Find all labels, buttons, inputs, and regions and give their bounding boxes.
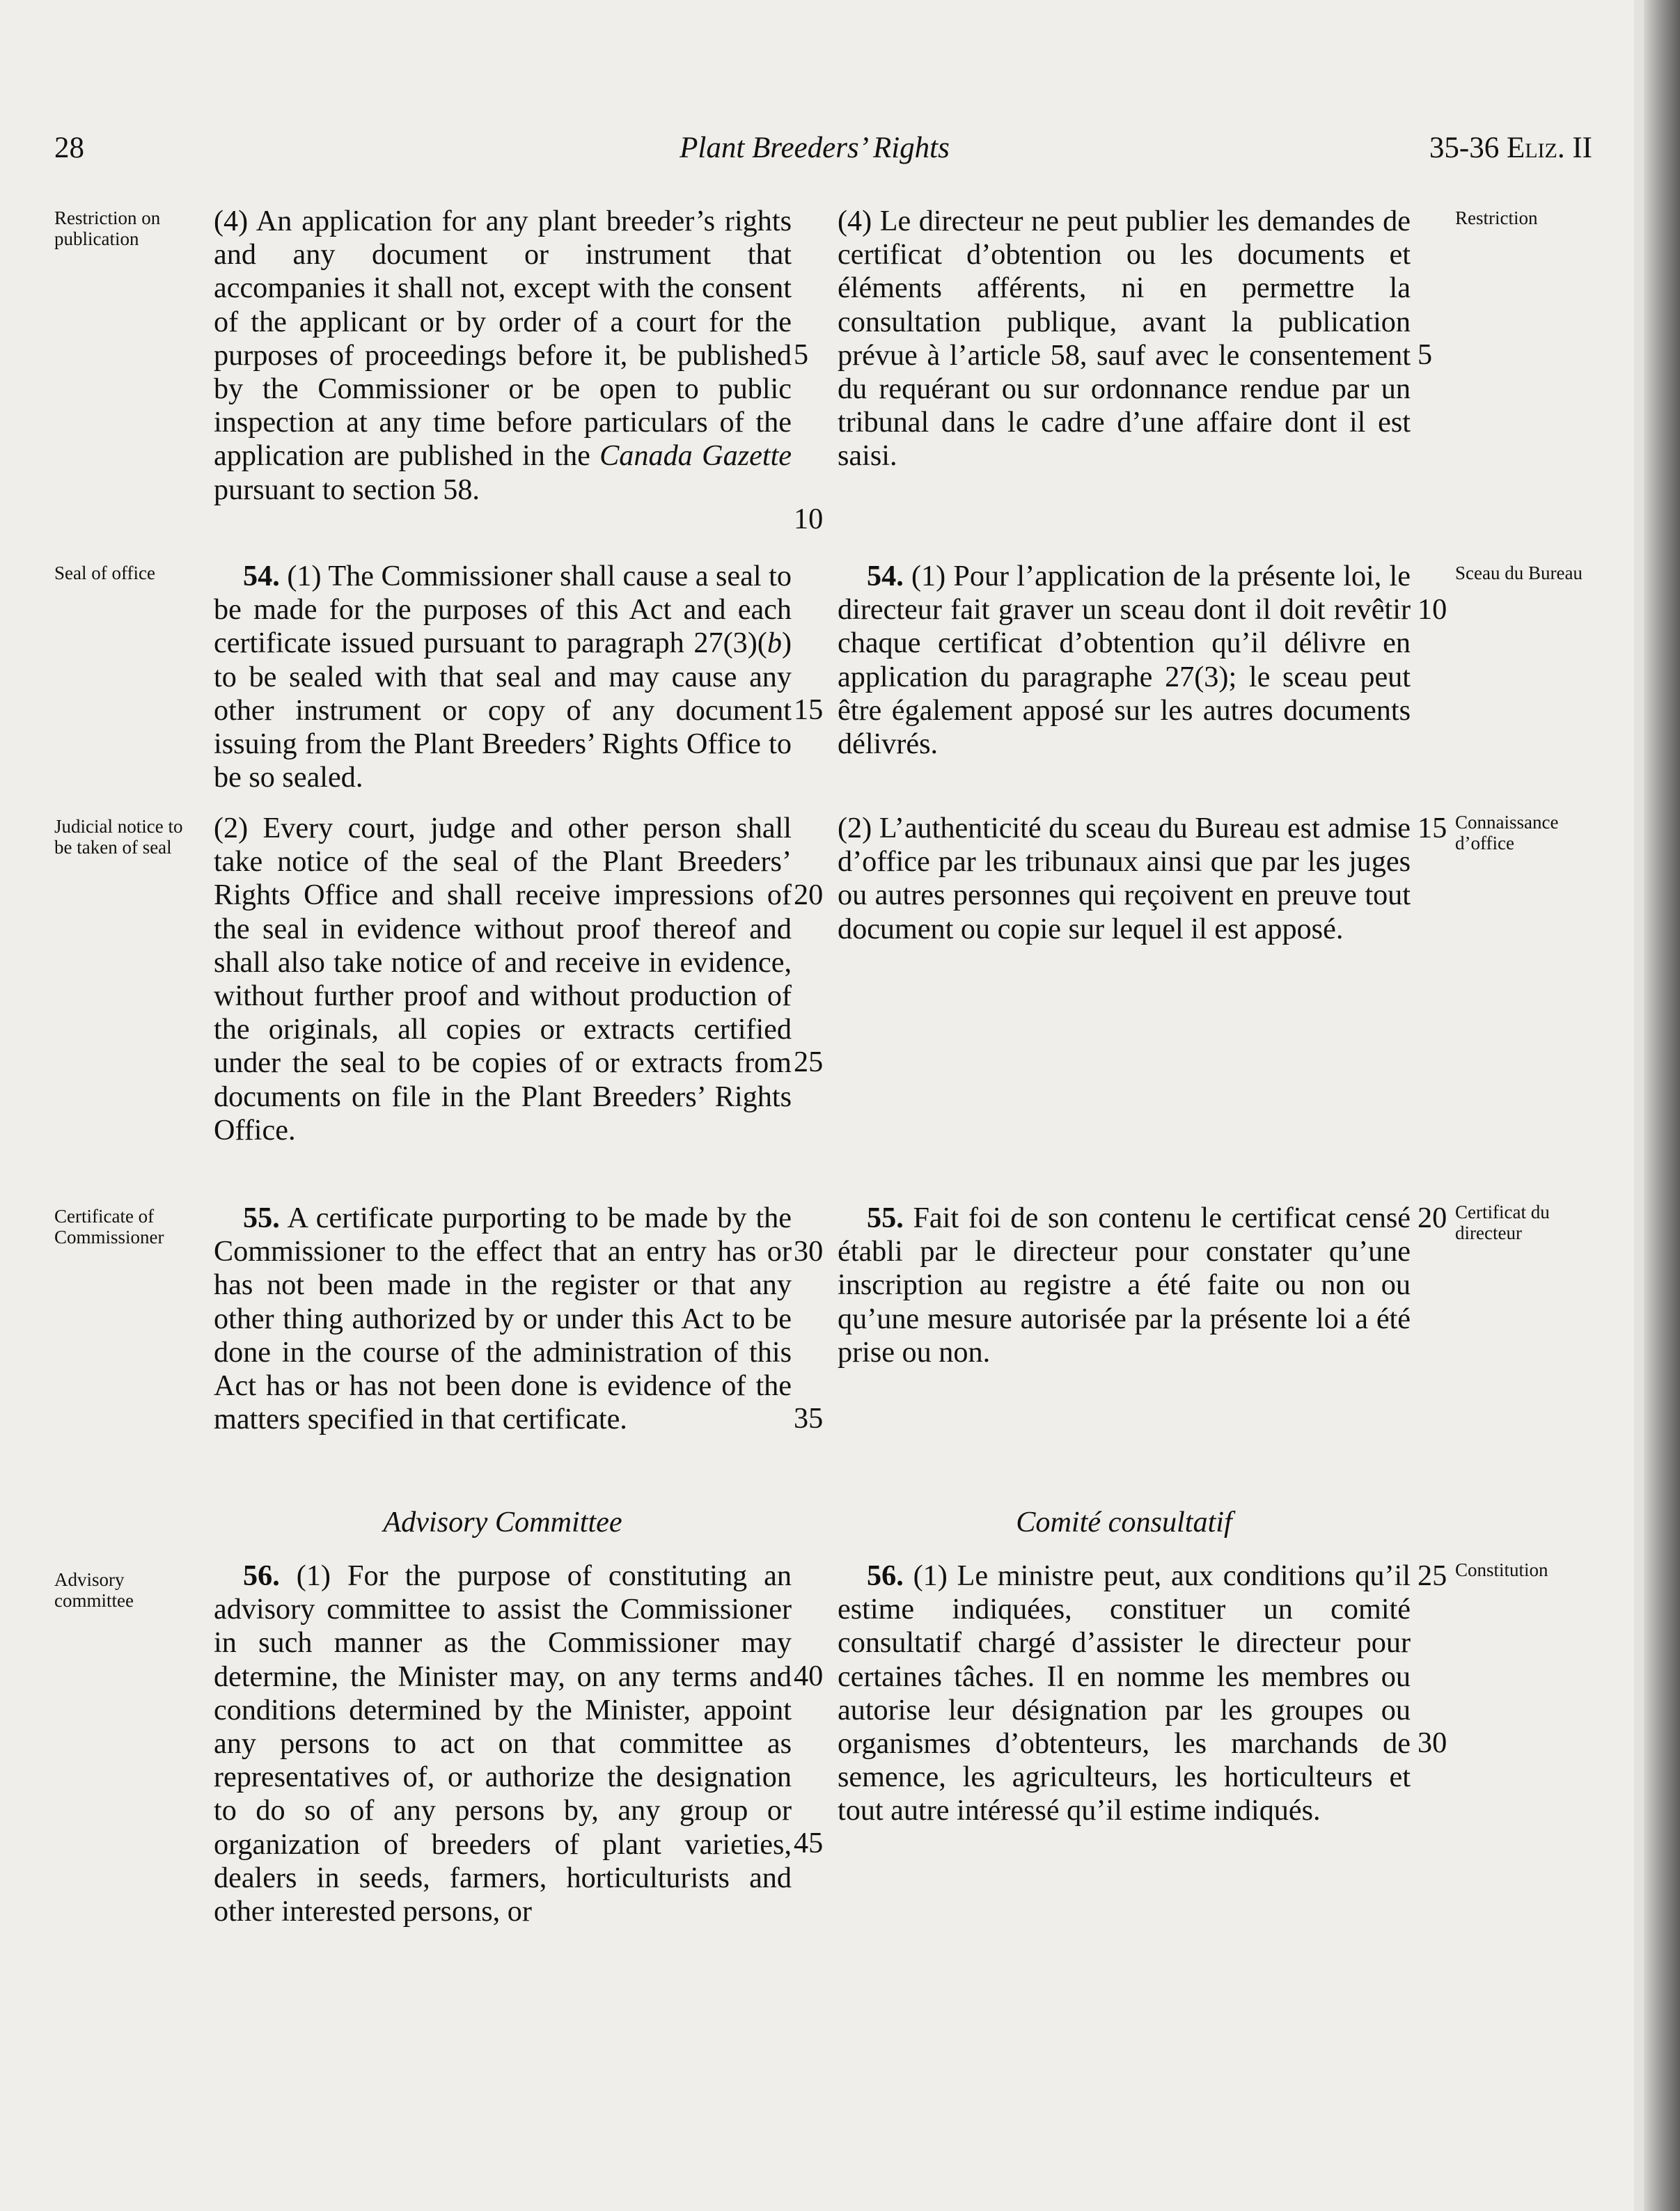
- paragraph-en: 54. (1) The Commissioner shall cause a seal to be made for the purposes of this Act and each certificate issued pursuant to paragraph 27(3)(b) to be sealed with that seal and may cause any other instrument or copy of any document issuing from the Plant Breeders’ Rights Office to be so sealed.: [214, 560, 792, 794]
- section-heading-en: Advisory Committee: [383, 1506, 622, 1539]
- line-number: 10: [1418, 593, 1447, 626]
- margin-note-fr: Connaissance d’office: [1455, 812, 1559, 853]
- margin-note-en: Seal of office: [54, 562, 155, 583]
- margin-note-fr: Certificat du directeur: [1455, 1202, 1550, 1243]
- line-number: 5: [794, 338, 809, 371]
- margin-note-fr: Constitution: [1455, 1559, 1548, 1580]
- line-number: 10: [794, 503, 824, 535]
- line-number: 25: [1418, 1559, 1447, 1592]
- paragraph-fr: (2) L’authenticité du sceau du Bureau est admise d’office par les tribunaux ainsi que par les juges ou autres personnes qui reçoivent en preuve tout document ou copie sur lequel il est apposé.: [838, 812, 1411, 945]
- line-number: 20: [1418, 1202, 1447, 1234]
- paragraph-fr: (4) Le directeur ne peut publier les demandes de certificat d’obtention ou les documents et éléments afférents, ni en permettre la consultation publique, avant la publication prévue à l’article 58, sauf avec le consentement du requérant ou sur ordonnance rendue par un tribunal dans le cadre d’une affaire dont il est saisi.: [838, 205, 1411, 473]
- margin-note-en: Judicial notice to be taken of seal: [54, 816, 183, 858]
- paragraph-fr: 54. (1) Pour l’application de la présente loi, le directeur fait graver un sceau dont il doit revêtir chaque certificat d’obtention qu’il délivre en application du paragraphe 27(3); le sceau peut être également apposé sur les autres documents délivrés.: [838, 560, 1411, 761]
- running-title: Plant Breeders’ Rights: [680, 132, 950, 164]
- book-binding-edge: [1644, 0, 1680, 2211]
- line-number: 30: [1418, 1726, 1447, 1759]
- line-number: 25: [794, 1046, 824, 1078]
- paragraph-en: 55. A certificate purporting to be made by the Commissioner to the effect that an entry has or has not been made in the register or that any other thing authorized by or under this Act to be done in the course of the administration of this Act has or has not been done is evidence of the matters specified in that certificate.: [214, 1202, 792, 1436]
- line-number: 45: [794, 1827, 824, 1859]
- margin-note-en: Advisory committee: [54, 1569, 134, 1611]
- line-number: 15: [794, 693, 824, 726]
- line-number: 15: [1418, 812, 1447, 844]
- paragraph-fr: 56. (1) Le ministre peut, aux conditions qu’il estime indiquées, constituer un comité consultatif chargé d’assister le directeur pour certaines tâches. Il en nomme les membres ou autorise leur désignation par les groupes ou organismes d’obtenteurs, les marchands de semence, les agriculteurs, les horticulteurs et tout autre intéressé qu’il estime indiqués.: [838, 1559, 1411, 1827]
- margin-note-fr: Restriction: [1455, 207, 1538, 228]
- line-number: 40: [794, 1660, 824, 1692]
- margin-note-en: Certificate of Commissioner: [54, 1206, 164, 1248]
- line-number: 5: [1418, 338, 1433, 371]
- page-number: 28: [54, 132, 84, 164]
- margin-note-en: Restriction on publication: [54, 207, 161, 249]
- line-number: 30: [794, 1235, 824, 1268]
- margin-note-fr: Sceau du Bureau: [1455, 562, 1583, 583]
- section-heading-fr: Comité consultatif: [1016, 1506, 1232, 1539]
- regnal-year: 35-36 Eliz. II: [1429, 132, 1592, 164]
- line-number: 35: [794, 1402, 824, 1435]
- page-shadow: [1634, 0, 1644, 2211]
- paragraph-en: 56. (1) For the purpose of constituting an advisory committee to assist the Commissioner in such manner as the Commissioner may determine, the Minister may, on any terms and conditions determined by the Minister, appoint any persons to act on that committee as representatives of, or authorize the designation to do so of any persons by, any group or organization of breeders of plant varieties, dealers in seeds, farmers, horticulturists and other interested persons, or: [214, 1559, 792, 1928]
- line-number: 20: [794, 879, 824, 911]
- paragraph-en: (2) Every court, judge and other person shall take notice of the seal of the Plant Breeders’ Rights Office and shall receive impressions of the seal in evidence without proof thereof and shall also take notice of and receive in evidence, without further proof and without production of the originals, all copies or extracts certified under the seal to be copies of or extracts from documents on file in the Plant Breeders’ Rights Office.: [214, 812, 792, 1147]
- paragraph-fr: 55. Fait foi de son contenu le certificat censé établi par le directeur pour constater qu’une inscription au registre a été faite ou non ou qu’une mesure autorisée par la présente loi a été prise ou non.: [838, 1202, 1411, 1369]
- paragraph-en: (4) An application for any plant breeder’s rights and any document or instrument that accompanies it shall not, except with the consent of the applicant or by order of a court for the purposes of proceedings before it, be published by the Commissioner or be open to public inspection at any time before particulars of the application are published in the Canada Gazette pursuant to section 58.: [214, 205, 792, 506]
